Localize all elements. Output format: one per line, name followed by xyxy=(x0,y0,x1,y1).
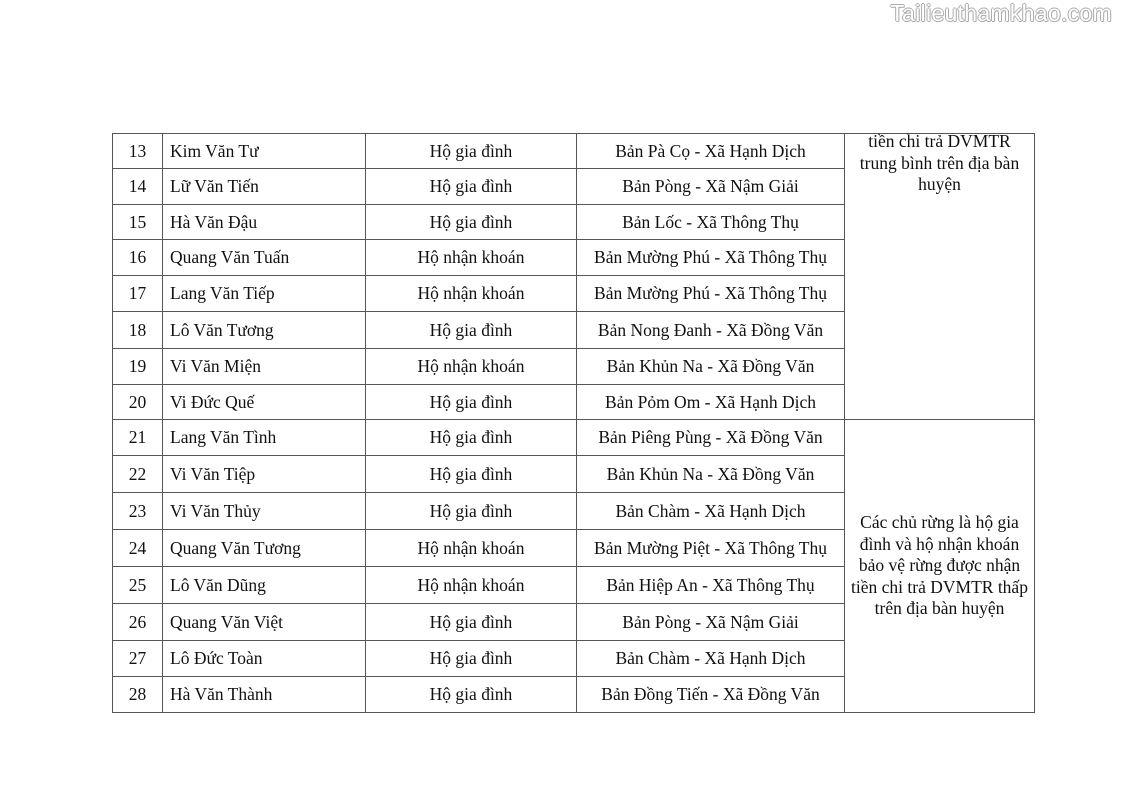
owner-address: Bản Pỏm Om - Xã Hạnh Dịch xyxy=(577,385,845,420)
owner-address: Bản Chàm - Xã Hạnh Dịch xyxy=(577,641,845,677)
owner-name: Vi Đức Quế xyxy=(163,385,366,420)
row-number: 28 xyxy=(113,677,163,713)
owner-name: Lang Văn Tiếp xyxy=(163,276,366,312)
row-number: 24 xyxy=(113,530,163,567)
row-number: 13 xyxy=(113,134,163,169)
owner-address: Bản Chàm - Xã Hạnh Dịch xyxy=(577,493,845,530)
note-text: Các chủ rừng là hộ gia đình và hộ nhận khoán bảo vệ rừng được nhận tiền chi trả DVMTR thấp trên địa bàn huyện xyxy=(851,512,1028,619)
note-low-payment xyxy=(845,420,1035,713)
owner-type: Hộ nhận khoán xyxy=(366,276,577,312)
note-medium-payment xyxy=(845,131,1035,420)
owner-name: Vi Văn Thủy xyxy=(163,493,366,530)
owner-name: Lang Văn Tình xyxy=(163,420,366,456)
row-number: 19 xyxy=(113,349,163,385)
owner-name: Quang Văn Việt xyxy=(163,604,366,641)
row-number: 25 xyxy=(113,567,163,604)
owner-address: Bản Pòng - Xã Nậm Giải xyxy=(577,169,845,205)
owner-type: Hộ gia đình xyxy=(366,312,577,349)
owner-type: Hộ nhận khoán xyxy=(366,349,577,385)
note-text: tiền chi trả DVMTR trung bình trên địa bàn huyện xyxy=(859,131,1020,194)
owner-name: Vi Văn Tiệp xyxy=(163,456,366,493)
row-number: 27 xyxy=(113,641,163,677)
row-number: 18 xyxy=(113,312,163,349)
owner-name: Lô Văn Dũng xyxy=(163,567,366,604)
owner-address: Bản Hiệp An - Xã Thông Thụ xyxy=(577,567,845,604)
owner-address: Bản Khủn Na - Xã Đồng Văn xyxy=(577,456,845,493)
owner-name: Hà Văn Đậu xyxy=(163,205,366,240)
owner-type: Hộ gia đình xyxy=(366,169,577,205)
owner-address: Bản Pòng - Xã Nậm Giải xyxy=(577,604,845,641)
owner-name: Lô Đức Toàn xyxy=(163,641,366,677)
owner-name: Quang Văn Tuấn xyxy=(163,240,366,276)
forest-owner-table xyxy=(112,133,1035,713)
owner-address: Bản Đồng Tiến - Xã Đồng Văn xyxy=(577,677,845,713)
owner-name: Kim Văn Tư xyxy=(163,134,366,169)
owner-name: Hà Văn Thành xyxy=(163,677,366,713)
owner-address: Bản Pà Cọ - Xã Hạnh Dịch xyxy=(577,134,845,169)
row-number: 26 xyxy=(113,604,163,641)
owner-address: Bản Lốc - Xã Thông Thụ xyxy=(577,205,845,240)
owner-type: Hộ gia đình xyxy=(366,385,577,420)
owner-name: Quang Văn Tương xyxy=(163,530,366,567)
owner-name: Lữ Văn Tiến xyxy=(163,169,366,205)
owner-type: Hộ nhận khoán xyxy=(366,567,577,604)
table-row xyxy=(113,420,1035,456)
owner-type: Hộ gia đình xyxy=(366,134,577,169)
owner-name: Vi Văn Miện xyxy=(163,349,366,385)
owner-address: Bản Mường Phú - Xã Thông Thụ xyxy=(577,276,845,312)
row-number: 22 xyxy=(113,456,163,493)
owner-type: Hộ gia đình xyxy=(366,456,577,493)
owner-address: Bản Mường Phú - Xã Thông Thụ xyxy=(577,240,845,276)
owner-address: Bản Khủn Na - Xã Đồng Văn xyxy=(577,349,845,385)
owner-type: Hộ gia đình xyxy=(366,604,577,641)
row-number: 21 xyxy=(113,420,163,456)
row-number: 16 xyxy=(113,240,163,276)
table-row xyxy=(113,134,1035,169)
owner-address: Bản Nong Đanh - Xã Đồng Văn xyxy=(577,312,845,349)
row-number: 23 xyxy=(113,493,163,530)
owner-type: Hộ gia đình xyxy=(366,677,577,713)
row-number: 17 xyxy=(113,276,163,312)
owner-type: Hộ gia đình xyxy=(366,205,577,240)
owner-type: Hộ nhận khoán xyxy=(366,530,577,567)
owner-type: Hộ gia đình xyxy=(366,493,577,530)
owner-type: Hộ gia đình xyxy=(366,641,577,677)
owner-type: Hộ gia đình xyxy=(366,420,577,456)
watermark: Tailieuthamkhao.com xyxy=(890,0,1112,26)
owner-name: Lô Văn Tương xyxy=(163,312,366,349)
row-number: 20 xyxy=(113,385,163,420)
owner-address: Bản Mường Piệt - Xã Thông Thụ xyxy=(577,530,845,567)
owner-type: Hộ nhận khoán xyxy=(366,240,577,276)
row-number: 14 xyxy=(113,169,163,205)
row-number: 15 xyxy=(113,205,163,240)
owner-address: Bản Piêng Pùng - Xã Đồng Văn xyxy=(577,420,845,456)
